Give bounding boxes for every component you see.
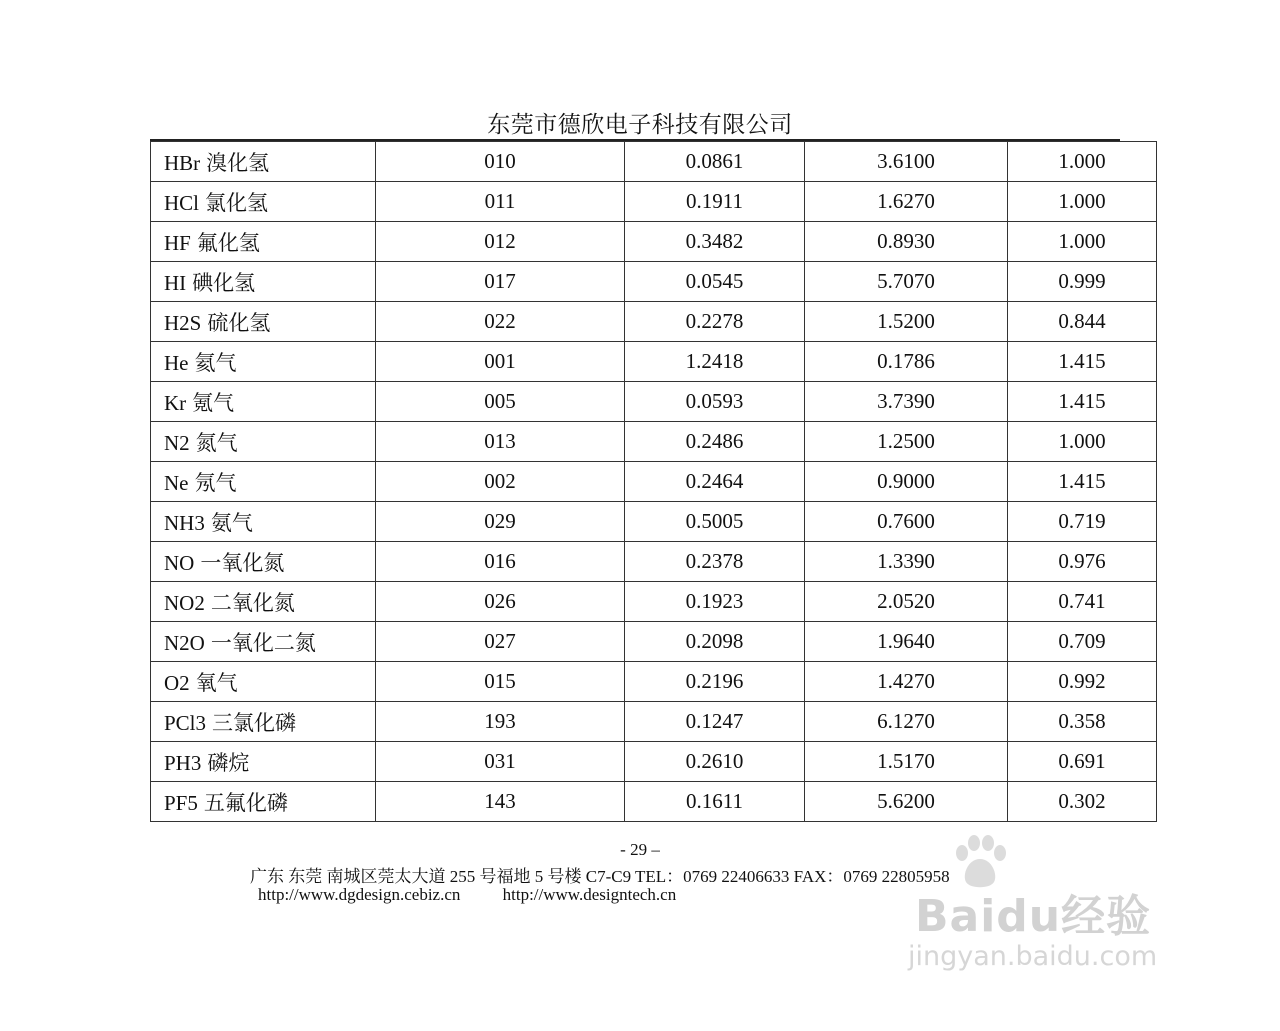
value-cell-1: 0.2378 [625, 542, 805, 582]
table-row [151, 582, 1157, 622]
table-row [151, 142, 1157, 182]
gas-chinese-name: 一氧化二氮 [210, 630, 316, 655]
gas-name-cell [151, 422, 376, 462]
gas-formula: HBr [164, 150, 201, 175]
value-cell-2: 5.6200 [805, 782, 1008, 822]
value-cell-1: 0.3482 [625, 222, 805, 262]
table-row [151, 782, 1157, 822]
gas-chinese-name: 氨气 [210, 510, 253, 535]
value-cell-3: 1.000 [1008, 422, 1157, 462]
value-cell-2: 6.1270 [805, 702, 1008, 742]
gas-code-cell: 013 [376, 422, 625, 462]
watermark-brand: Baidu经验 [915, 891, 1152, 942]
gas-formula: PCl3 [164, 710, 207, 735]
gas-formula: HI [164, 270, 187, 295]
gas-chinese-name: 氮气 [195, 430, 238, 455]
value-cell-3: 0.709 [1008, 622, 1157, 662]
gas-formula: O2 [164, 670, 190, 695]
gas-name-cell [151, 542, 376, 582]
gas-code-cell: 017 [376, 262, 625, 302]
value-cell-3: 1.415 [1008, 462, 1157, 502]
value-cell-1: 0.5005 [625, 502, 805, 542]
gas-name-cell [151, 382, 376, 422]
gas-formula: He [164, 350, 189, 375]
value-cell-2: 1.5170 [805, 742, 1008, 782]
gas-chinese-name: 三氯化磷 [212, 710, 297, 735]
table-row [151, 422, 1157, 462]
table-row [151, 502, 1157, 542]
value-cell-3: 1.000 [1008, 182, 1157, 222]
table-row [151, 622, 1157, 662]
value-cell-1: 0.2098 [625, 622, 805, 662]
gas-name-cell [151, 582, 376, 622]
page-number: - 29 – [620, 840, 660, 859]
value-cell-2: 0.8930 [805, 222, 1008, 262]
gas-code-cell: 026 [376, 582, 625, 622]
gas-code-cell: 002 [376, 462, 625, 502]
gas-name-cell [151, 782, 376, 822]
gas-chinese-name: 氦气 [194, 350, 237, 375]
company-header: 东莞市德欣电子科技有限公司 [487, 112, 793, 138]
value-cell-3: 0.741 [1008, 582, 1157, 622]
gas-name-cell [151, 502, 376, 542]
gas-formula: Kr [164, 390, 187, 415]
gas-name-cell [151, 222, 376, 262]
table-row [151, 342, 1157, 382]
gas-name-cell [151, 262, 376, 302]
value-cell-3: 0.302 [1008, 782, 1157, 822]
value-cell-1: 1.2418 [625, 342, 805, 382]
value-cell-1: 0.2486 [625, 422, 805, 462]
table-row [151, 742, 1157, 782]
table-row [151, 462, 1157, 502]
value-cell-3: 0.992 [1008, 662, 1157, 702]
value-cell-3: 1.000 [1008, 222, 1157, 262]
gas-name-cell [151, 662, 376, 702]
url-link-1[interactable]: http://www.dgdesign.cebiz.cn [258, 885, 461, 904]
gas-chinese-name: 一氧化氮 [200, 550, 285, 575]
value-cell-2: 1.9640 [805, 622, 1008, 662]
gas-chinese-name: 氟化氢 [196, 230, 260, 255]
gas-formula: NO2 [164, 590, 205, 615]
gas-formula: NH3 [164, 510, 205, 535]
value-cell-3: 0.691 [1008, 742, 1157, 782]
gas-code-cell: 012 [376, 222, 625, 262]
url-link-2[interactable]: http://www.designtech.cn [502, 885, 677, 904]
gas-formula: PF5 [164, 790, 198, 815]
value-cell-2: 0.1786 [805, 342, 1008, 382]
gas-chinese-name: 五氟化磷 [203, 790, 288, 815]
value-cell-1: 0.1247 [625, 702, 805, 742]
value-cell-3: 1.415 [1008, 342, 1157, 382]
value-cell-2: 0.7600 [805, 502, 1008, 542]
gas-formula: HF [164, 230, 191, 255]
value-cell-3: 1.000 [1008, 142, 1157, 182]
gas-chinese-name: 二氧化氮 [210, 590, 295, 615]
gas-formula: N2 [164, 430, 190, 455]
value-cell-3: 0.844 [1008, 302, 1157, 342]
gas-code-cell: 016 [376, 542, 625, 582]
value-cell-1: 0.0545 [625, 262, 805, 302]
gas-table-body [151, 142, 1157, 822]
value-cell-2: 1.5200 [805, 302, 1008, 342]
value-cell-1: 0.2610 [625, 742, 805, 782]
table-row [151, 262, 1157, 302]
table-row [151, 302, 1157, 342]
gas-formula: PH3 [164, 750, 202, 775]
footer-urls [258, 885, 676, 905]
gas-code-cell: 029 [376, 502, 625, 542]
gas-name-cell [151, 142, 376, 182]
gas-code-cell: 027 [376, 622, 625, 662]
value-cell-3: 0.358 [1008, 702, 1157, 742]
gas-formula: H2S [164, 310, 202, 335]
gas-formula: Ne [164, 470, 189, 495]
value-cell-2: 2.0520 [805, 582, 1008, 622]
gas-formula: HCl [164, 190, 200, 215]
gas-name-cell [151, 742, 376, 782]
value-cell-2: 1.4270 [805, 662, 1008, 702]
value-cell-1: 0.0593 [625, 382, 805, 422]
value-cell-1: 0.2464 [625, 462, 805, 502]
gas-code-cell: 011 [376, 182, 625, 222]
value-cell-1: 0.1911 [625, 182, 805, 222]
gas-table [150, 141, 1157, 822]
gas-chinese-name: 氪气 [192, 390, 235, 415]
gas-chinese-name: 硫化氢 [207, 310, 271, 335]
gas-formula: NO [164, 550, 195, 575]
gas-chinese-name: 磷烷 [207, 750, 250, 775]
gas-chinese-name: 氧气 [195, 670, 238, 695]
value-cell-2: 3.7390 [805, 382, 1008, 422]
gas-name-cell [151, 302, 376, 342]
value-cell-2: 1.2500 [805, 422, 1008, 462]
gas-name-cell [151, 182, 376, 222]
value-cell-1: 0.2278 [625, 302, 805, 342]
table-row [151, 222, 1157, 262]
value-cell-2: 1.3390 [805, 542, 1008, 582]
value-cell-2: 3.6100 [805, 142, 1008, 182]
gas-name-cell [151, 622, 376, 662]
table-row [151, 662, 1157, 702]
table-row [151, 182, 1157, 222]
value-cell-3: 0.976 [1008, 542, 1157, 582]
value-cell-1: 0.1611 [625, 782, 805, 822]
value-cell-3: 0.719 [1008, 502, 1157, 542]
value-cell-2: 5.7070 [805, 262, 1008, 302]
gas-code-cell: 031 [376, 742, 625, 782]
gas-formula: N2O [164, 630, 205, 655]
value-cell-1: 0.1923 [625, 582, 805, 622]
value-cell-3: 0.999 [1008, 262, 1157, 302]
table-row [151, 542, 1157, 582]
gas-code-cell: 015 [376, 662, 625, 702]
value-cell-1: 0.2196 [625, 662, 805, 702]
value-cell-1: 0.0861 [625, 142, 805, 182]
value-cell-2: 0.9000 [805, 462, 1008, 502]
gas-chinese-name: 氯化氢 [205, 190, 269, 215]
gas-code-cell: 022 [376, 302, 625, 342]
footer-address: 广东 东莞 南城区莞太大道 255 号福地 5 号楼 C7-C9 TEL：0769 22406633 FAX：0769 22805958 [250, 867, 950, 886]
baidu-watermark [880, 835, 1210, 985]
gas-name-cell [151, 462, 376, 502]
gas-code-cell: 193 [376, 702, 625, 742]
gas-code-cell: 001 [376, 342, 625, 382]
value-cell-2: 1.6270 [805, 182, 1008, 222]
table-row [151, 702, 1157, 742]
gas-chinese-name: 氖气 [194, 470, 237, 495]
gas-name-cell [151, 702, 376, 742]
gas-chinese-name: 溴化氢 [206, 150, 270, 175]
gas-code-cell: 005 [376, 382, 625, 422]
gas-code-cell: 010 [376, 142, 625, 182]
value-cell-3: 1.415 [1008, 382, 1157, 422]
gas-code-cell: 143 [376, 782, 625, 822]
gas-name-cell [151, 342, 376, 382]
table-row [151, 382, 1157, 422]
watermark-url: jingyan.baidu.com [908, 941, 1158, 972]
gas-chinese-name: 碘化氢 [192, 270, 256, 295]
